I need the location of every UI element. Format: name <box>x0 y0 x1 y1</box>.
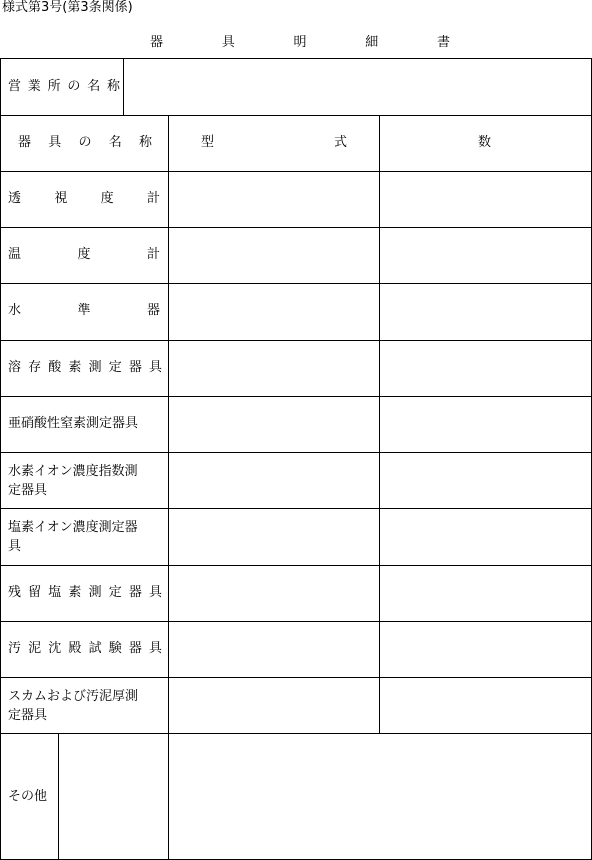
title-char: 書 <box>436 35 450 50</box>
row-label: 残 留 塩 素 測 定 器 具 <box>8 585 162 600</box>
other-label: その他 <box>8 789 48 804</box>
title-char: 具 <box>221 35 235 50</box>
form-id: 様式第3号(第3条関係) <box>2 0 133 15</box>
row-label: 亜硝酸性窒素測定器具 <box>8 416 139 431</box>
row-label: 温 度 計 <box>8 247 160 262</box>
row-line <box>0 508 592 509</box>
col-divider-2 <box>379 115 380 734</box>
office-name-label: 営 業 所 の 名 称 <box>8 79 120 94</box>
other-sub-divider <box>58 734 59 860</box>
office-name-field[interactable] <box>126 77 586 97</box>
row-line <box>0 340 592 341</box>
header-name: 器 具 の 名 称 <box>18 135 152 150</box>
row-line <box>0 227 592 228</box>
office-divider <box>123 58 124 116</box>
row-label: 水素イオン濃度指数測 定器具 <box>8 464 138 498</box>
page-title <box>150 31 450 50</box>
row-line <box>0 565 592 566</box>
row-line <box>0 396 592 397</box>
row-label: 透 視 度 計 <box>8 191 160 206</box>
other-sub-field[interactable] <box>62 787 164 807</box>
title-char: 細 <box>365 35 379 50</box>
row-label: スカムおよび汚泥厚測 定器具 <box>8 689 139 723</box>
row-label: 汚 泥 沈 殿 試 験 器 具 <box>8 641 162 656</box>
row-line <box>0 621 592 622</box>
row-line <box>0 283 592 284</box>
other-value-field[interactable] <box>172 787 586 807</box>
title-char: 明 <box>293 35 307 50</box>
row-line <box>0 677 592 678</box>
row-line <box>0 452 592 453</box>
row-line <box>0 733 592 734</box>
title-char: 器 <box>150 35 164 50</box>
row-label: 塩素イオン濃度測定器 具 <box>8 520 138 554</box>
header-count: 数 <box>478 135 492 150</box>
row-label: 溶 存 酸 素 測 定 器 具 <box>8 360 162 375</box>
row-line <box>0 171 592 172</box>
header-type: 型 式 <box>201 135 347 150</box>
row-label: 水 準 器 <box>8 303 160 318</box>
